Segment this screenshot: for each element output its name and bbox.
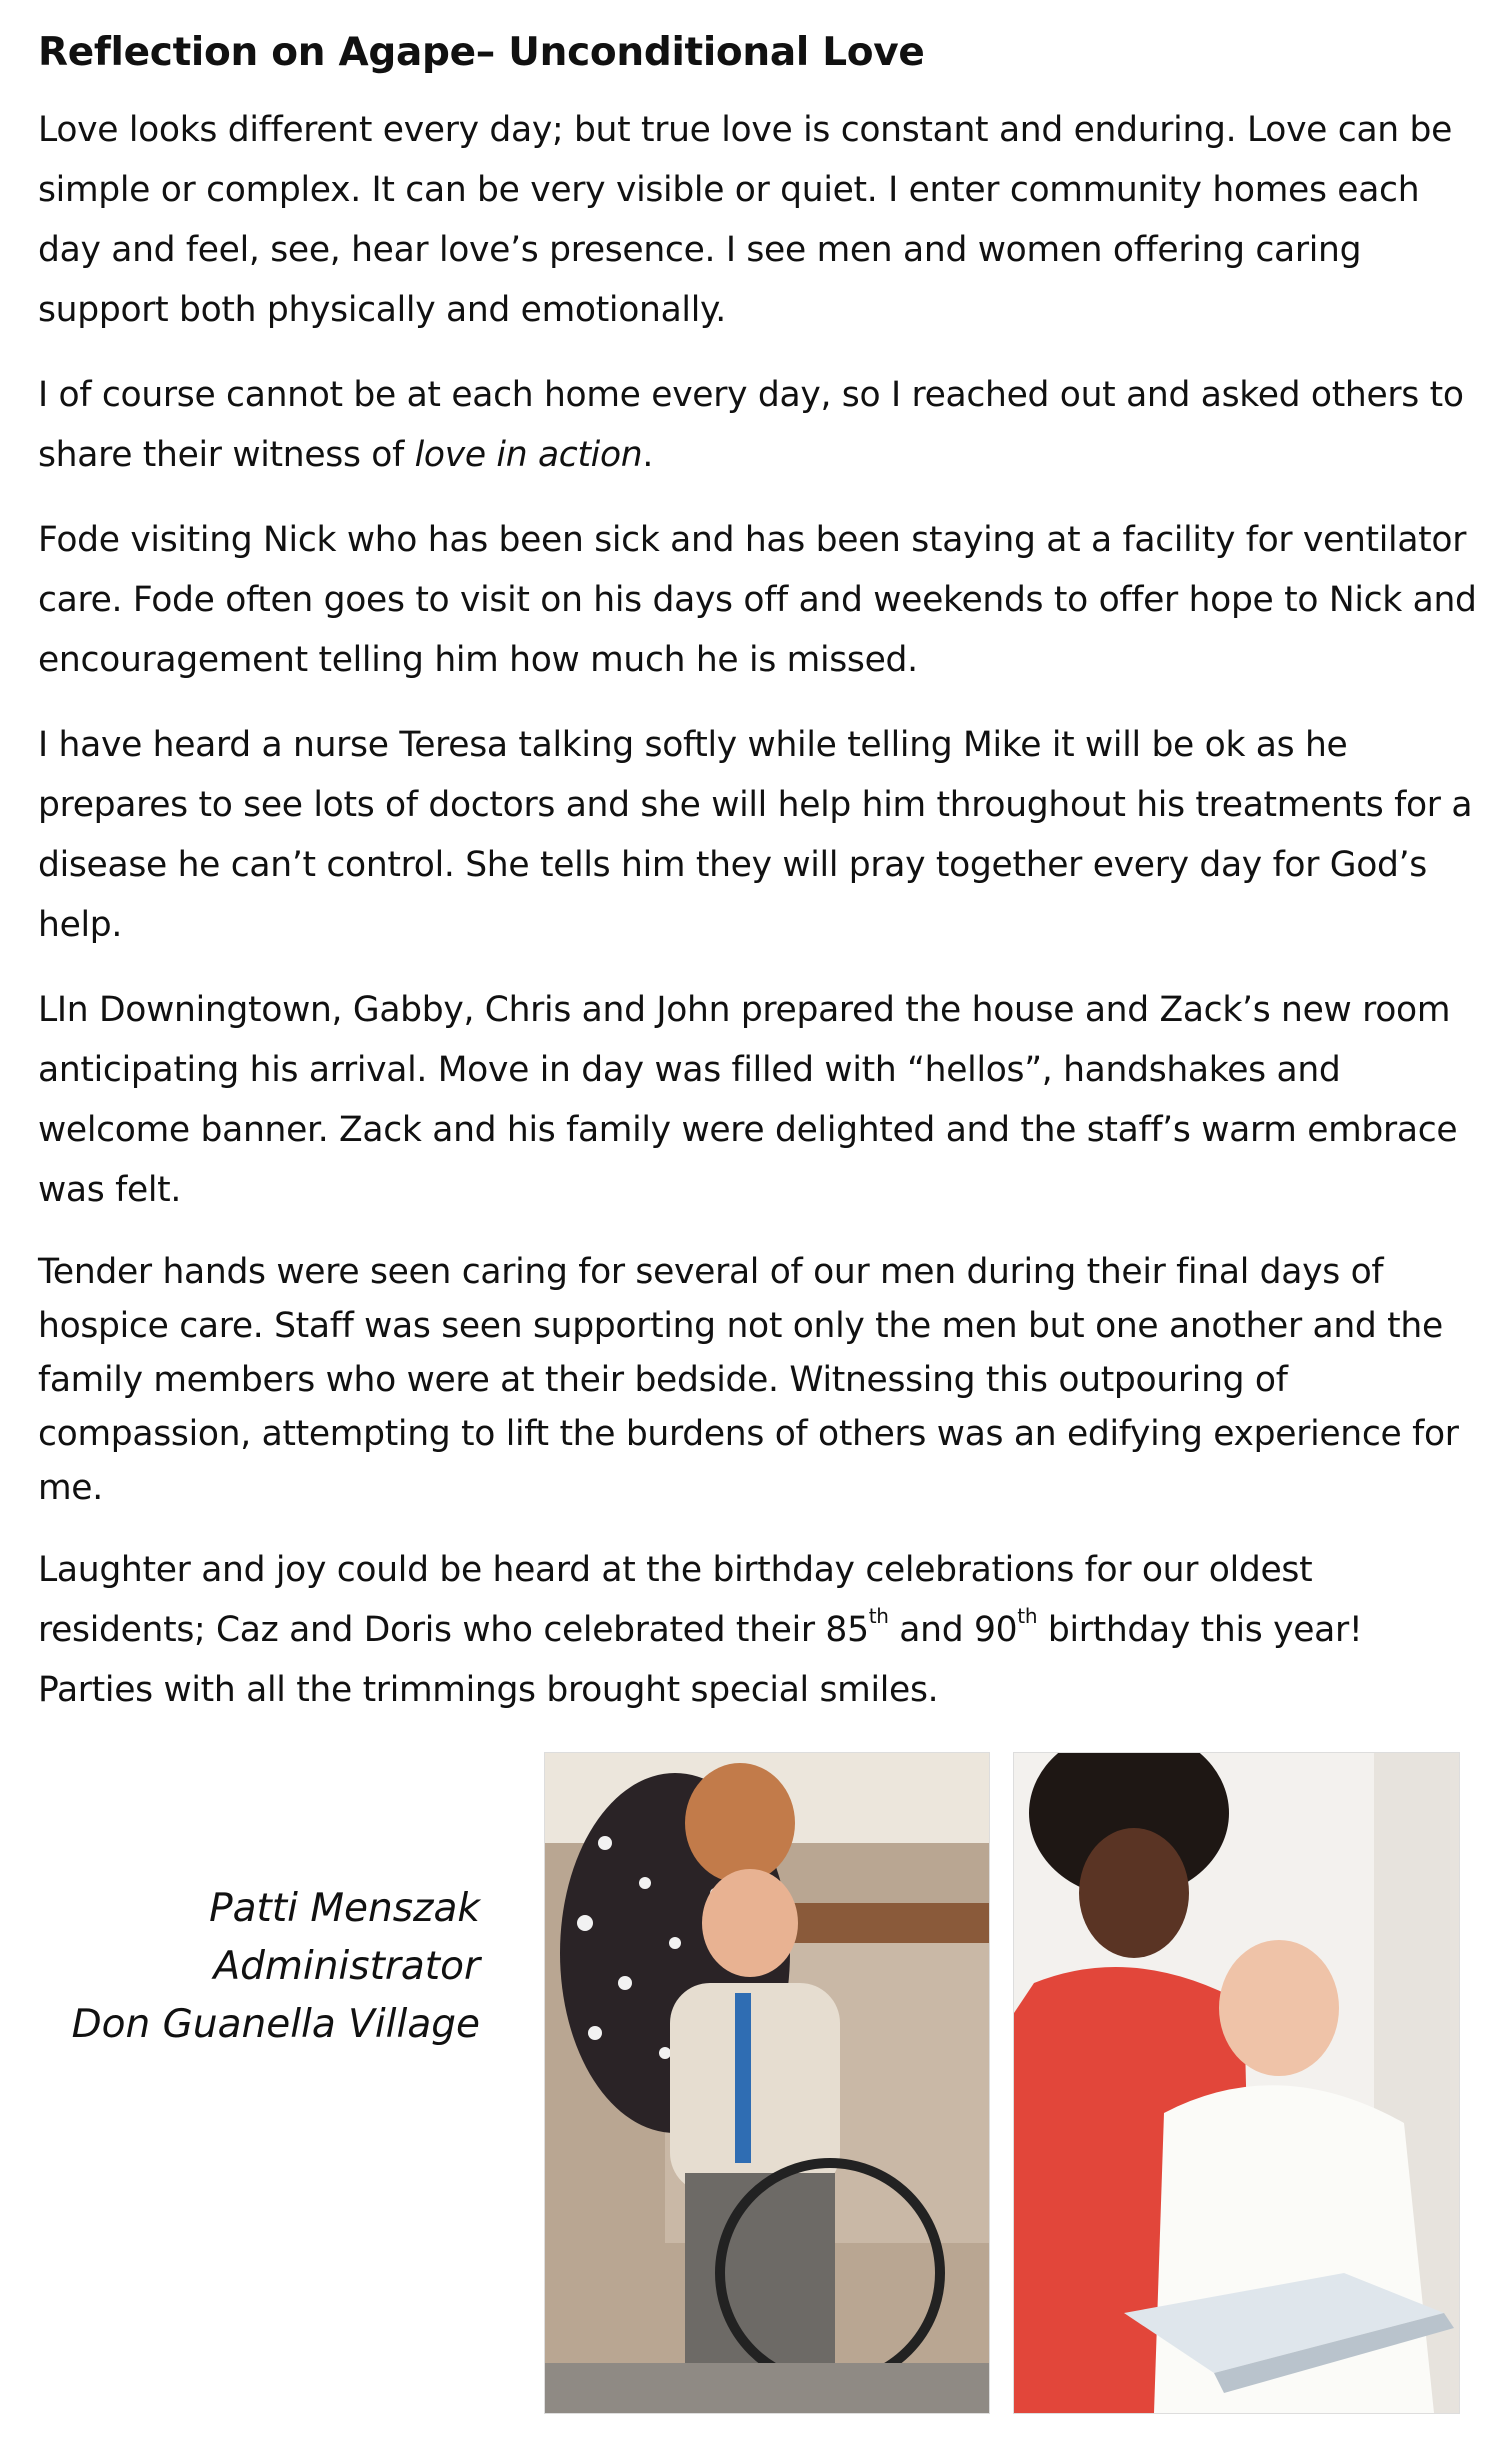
paragraph: LIn Downingtown, Gabby, Chris and John prepared the house and Zack’s new room anticipating his arrival. Move in day was filled with “hellos”, handshakes and welcome banner. Zack and his family were delighted and the staff’s warm embrace was felt. (38, 990, 1458, 1210)
paragraph: Fode visiting Nick who has been sick and has been staying at a facility for ventilator care. Fode often goes to visit on his days off and weekends to offer hope to Nick and encouragement telling him how much he is missed. (38, 520, 1477, 680)
ordinal-suffix: th (1017, 1604, 1038, 1628)
ordinal-suffix: th (868, 1604, 889, 1628)
paragraph-text: and 90 (888, 1610, 1018, 1650)
paragraph: Tender hands were seen caring for several of our men during their final days of hospice care. Staff was seen supporting not only the men but one another and the family members who were at their bedside. Witnessing this outpouring of compassion, attempting to lift the burdens of others was an edifying experience for me. (38, 1252, 1459, 1508)
paragraph-text: Laughter and joy could be heard at the birthday celebrations for our oldest residents; Caz and Doris who celebrated their 85 (38, 1550, 1313, 1650)
photo-caregiver-reading-with-resident (1013, 1752, 1460, 2414)
signature-name: Patti Menszak (209, 1886, 480, 1931)
paragraph-text: birthday this year! Parties with all the trimmings brought special smiles. (38, 1610, 1363, 1710)
signature-role: Administrator (213, 1944, 480, 1989)
paragraph: I have heard a nurse Teresa talking softly while telling Mike it will be ok as he prepares to see lots of doctors and she will help him throughout his treatments for a disease he can’t control. She tells him they will pray together every day for God’s help. (38, 725, 1473, 945)
emphasis-text: love in action (414, 435, 643, 475)
signature-org: Don Guanella Village (71, 2002, 480, 2047)
signature-block (72, 1880, 480, 2054)
paragraph (38, 1540, 1478, 1720)
paragraph-text: . (642, 435, 654, 475)
paragraph-text: I of course cannot be at each home every day, so I reached out and asked others to share their witness of (38, 375, 1464, 475)
paragraph: Love looks different every day; but true love is constant and enduring. Love can be simple or complex. It can be very visible or quiet. I enter community homes each day and feel, see, hear love’s presence. I see men and women offering caring support both physically and emotionally. (38, 110, 1453, 330)
article-body (38, 100, 1478, 1745)
photo-caregiver-with-resident-in-wheelchair (544, 1752, 990, 2414)
page-title: Reflection on Agape– Unconditional Love (38, 30, 925, 75)
paragraph (38, 365, 1478, 485)
